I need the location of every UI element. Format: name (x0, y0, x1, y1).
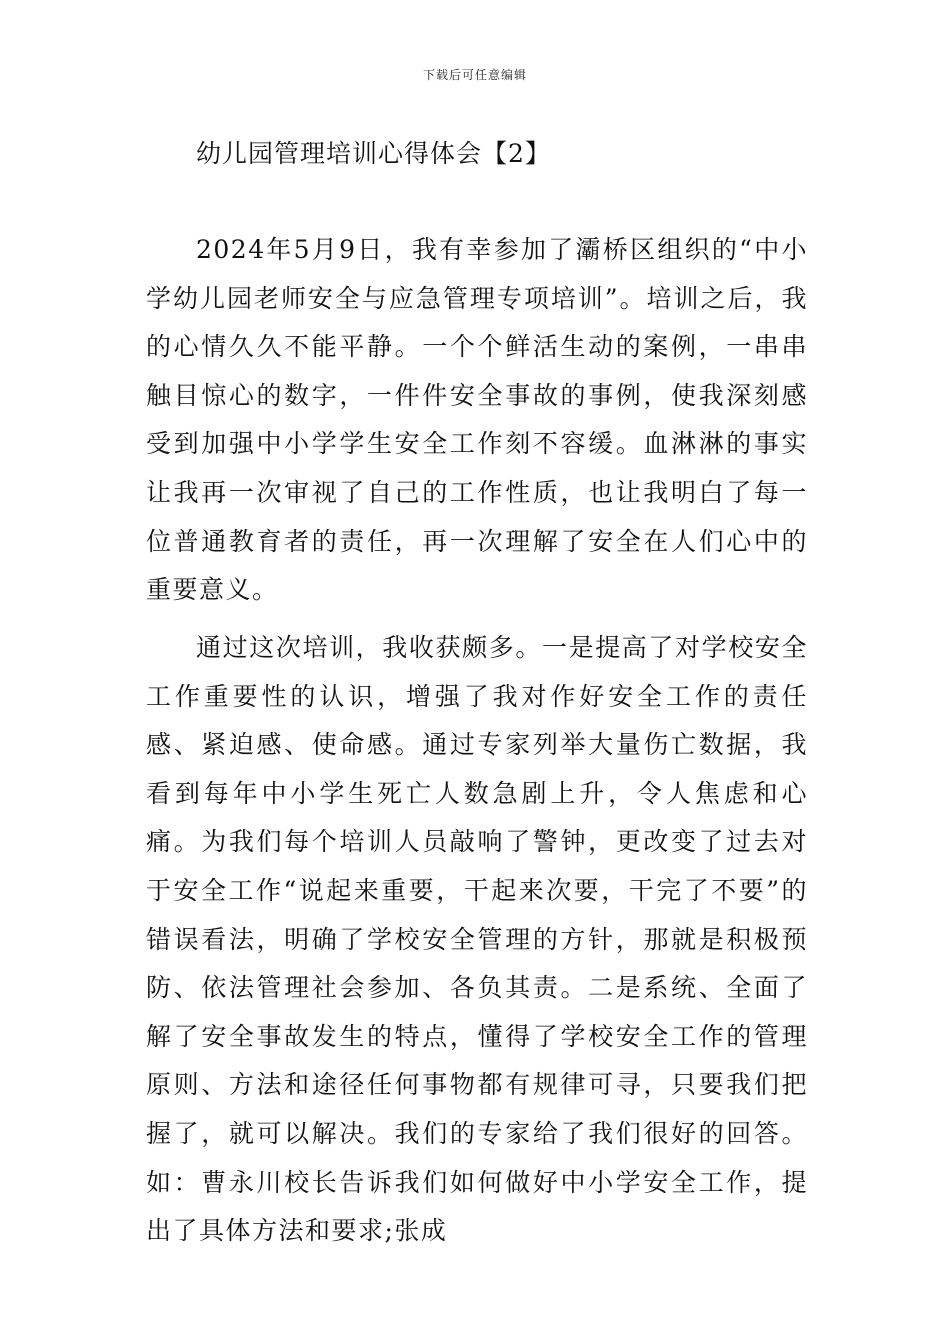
page-header: 下载后可任意编辑 (422, 68, 527, 82)
paragraph-1: 2024年5月9日，我有幸参加了灞桥区组织的“中小学幼儿园老师安全与应急管理专项培训”。培训之后，我的心情久久不能平静。一个个鲜活生动的案例，一串串触目惊心的数字，一件件安全事故的事例，使我深刻感受到加强中小学学生安全工作刻不容缓。血淋淋的事实让我再一次审视了自己的工作性质，也让我明白了每一位普通教育者的责任，再一次理解了安全在人们心中的重要意义。 (146, 235, 808, 605)
paragraph-2: 通过这次培训，我收获颇多。一是提高了对学校安全工作重要性的认识，增强了我对作好安全工作的责任感、紧迫感、使命感。通过专家列举大量伤亡数据，我看到每年中小学生死亡人数急剧上升，令人焦虑和心痛。为我们每个培训人员敲响了警钟，更改变了过去对于安全工作“说起来重要，干起来次要，干完了不要”的错误看法，明确了学校安全管理的方针，那就是积极预防、依法管理社会参加、各负其责。二是系统、全面了解了安全事故发生的特点，懂得了学校安全工作的管理原则、方法和途径任何事物都有规律可寻，只要我们把握了，就可以解决。我们的专家给了我们很好的回答。如：曹永川校长告诉我们如何做好中小学安全工作，提出了具体方法和要求;张成 (146, 633, 808, 1246)
document-title: 幼儿园管理培训心得体会【2】 (196, 139, 551, 168)
